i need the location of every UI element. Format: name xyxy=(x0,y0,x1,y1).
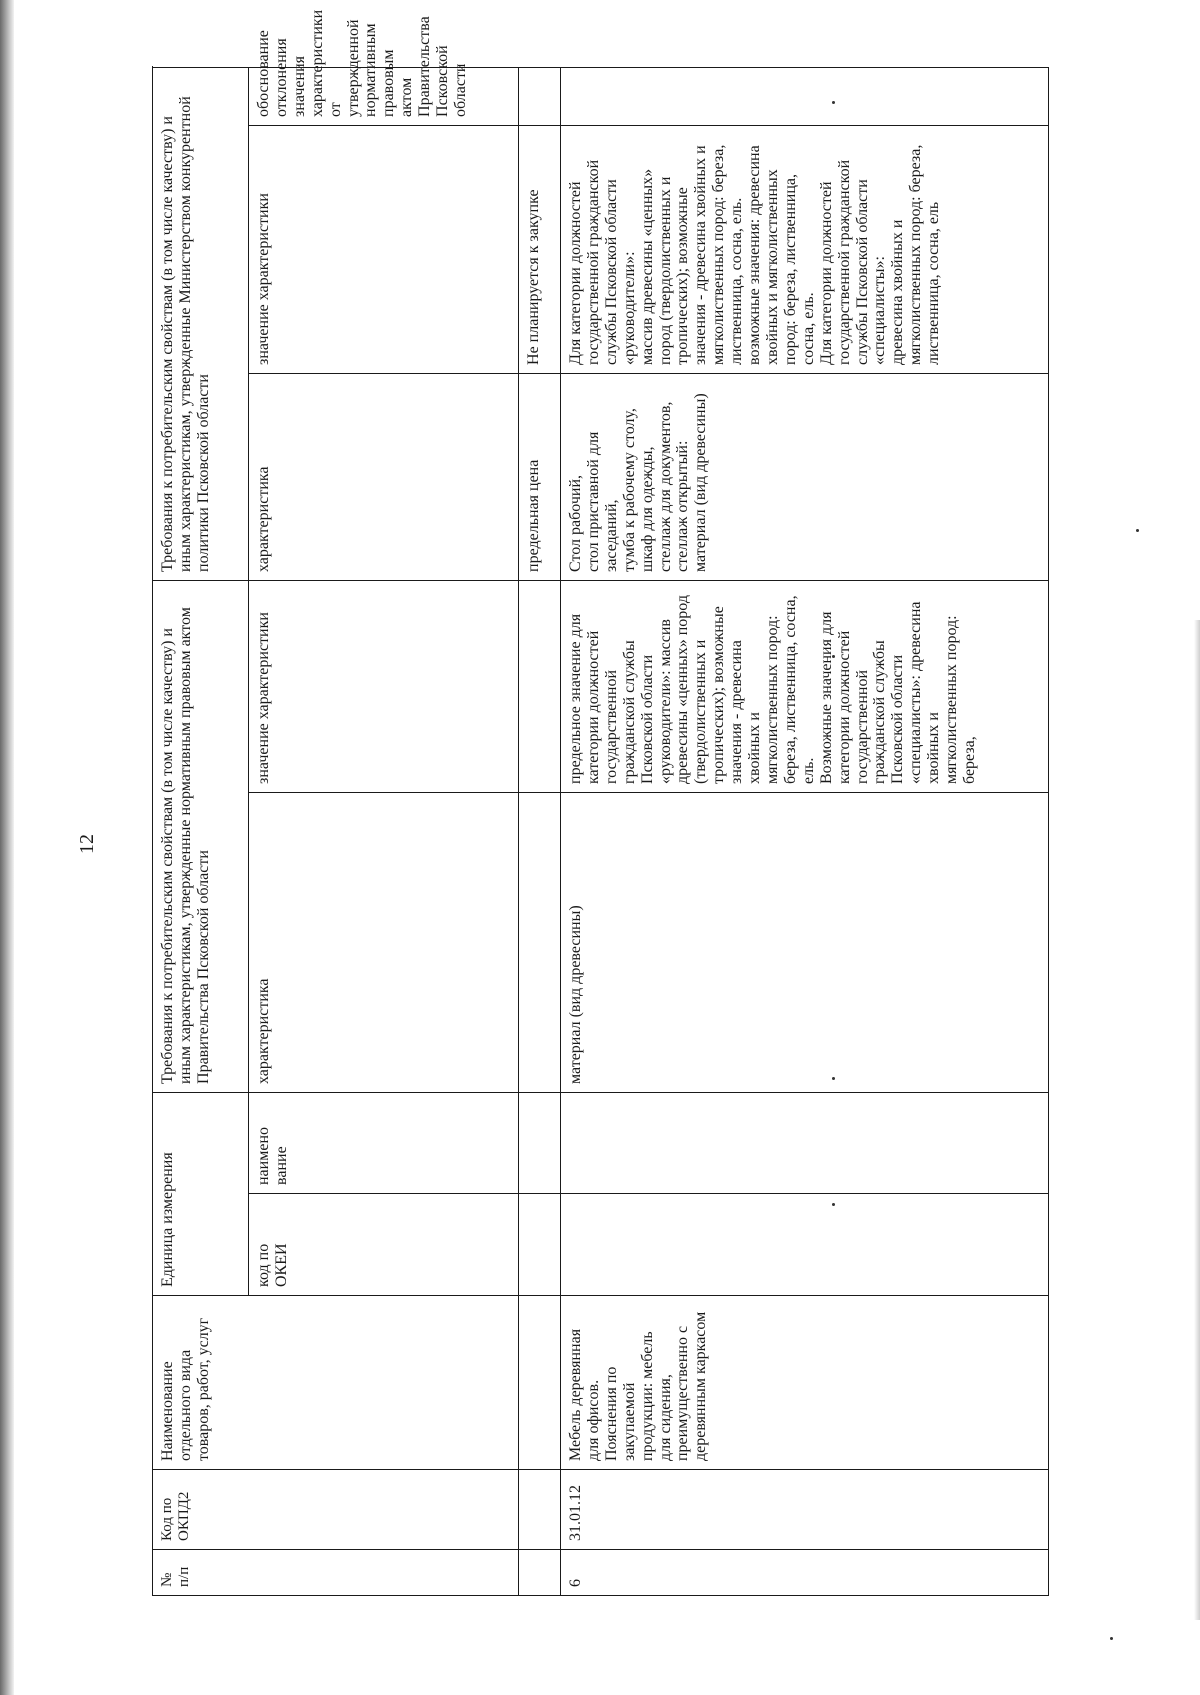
item-min-value: Для категории должностей государственной гражданской службы Псковской области «руководители»: массив древесины «ценных» пород (твердолиственных и тропических); возможные значения - древесина хвойных и мягколиственных пород: береза, лиственница, сосна, ель. возможные значения: древесина хвойных и мягколиственных пород: береза, лиственница, сосна, ель. Для категории должностей государственной гражданской службы Псковской области «специалисты»: древесина хвойных и мягколиственных пород: береза, лиственница, сосна, ель xyxy=(561,125,1049,373)
header-okpd2: Код по ОКПД2 xyxy=(153,1470,519,1550)
item-min-justification xyxy=(561,67,1049,125)
page-number: 12 xyxy=(76,834,98,854)
header-item-name: Наименование отдельного вида товаров, работ, услуг xyxy=(153,1296,519,1470)
header-min-characteristic: характеристика xyxy=(249,373,519,580)
price-row-cell xyxy=(519,1092,561,1193)
header-unit-okei: код по ОКЕИ xyxy=(249,1194,519,1296)
header-ministry-requirements: Требования к потребительским свойствам (в том числе качеству) и иным характеристикам, утвержденные Министерством конкурентной политики Псковской области xyxy=(153,67,249,580)
price-row-cell xyxy=(519,580,561,792)
price-row xyxy=(519,67,561,1595)
header-min-justification: обоснование отклонения значения характеристики от утвержденной нормативным правовым актом Правительства Псковской области xyxy=(249,67,519,125)
header-row-top xyxy=(153,67,249,1595)
price-row-cell xyxy=(519,1550,561,1596)
price-limit-characteristic: предельная цена xyxy=(519,373,561,580)
item-okpd2-code: 31.01.12 xyxy=(561,1470,1049,1550)
header-gov-value: значение характеристики xyxy=(249,580,519,792)
scan-speck xyxy=(1136,529,1139,532)
item-min-characteristic: Стол рабочий, стол приставной для заседаний, тумба к рабочему столу, шкаф для одежды, стеллаж для документов, стеллаж открытый: материал (вид древесины) xyxy=(561,373,1049,580)
price-limit-value: Не планируется к закупке xyxy=(519,125,561,373)
price-row-cell xyxy=(519,67,561,125)
item-unit-okei xyxy=(561,1194,1049,1296)
header-unit-group: Единица измерения xyxy=(153,1092,249,1295)
item-unit-name xyxy=(561,1092,1049,1193)
item-gov-characteristic: материал (вид древесины) xyxy=(561,792,1049,1092)
requirements-table xyxy=(152,9,1049,1596)
header-min-value: значение характеристики xyxy=(249,125,519,373)
rotated-table-wrapper xyxy=(152,9,1049,1596)
item-gov-value: предельное значение для категории должностей государственной гражданской службы Псковской области «руководители»: массив древесины «ценных» пород (твердолиственных и тропических); возможные значения - древесина хвойных и мягколиственных пород: береза, лиственница, сосна, ель. Возможные значения для категории должностей государственной гражданской службы Псковской области «специалисты»: древесина хвойных и мягколиственных пород: береза, xyxy=(561,580,1049,792)
header-gov-characteristic: характеристика xyxy=(249,792,519,1092)
price-row-cell xyxy=(519,1296,561,1470)
item-row xyxy=(561,67,1049,1595)
header-num: № п/п xyxy=(153,1550,519,1596)
item-number: 6 xyxy=(561,1550,1049,1596)
scan-edge-shadow xyxy=(0,0,14,1695)
header-gov-requirements: Требования к потребительским свойствам (в том числе качеству) и иным характеристикам, утвержденные нормативным правовым актом Правительства Псковской области xyxy=(153,580,249,1092)
header-unit-name: наимено вание xyxy=(249,1092,519,1193)
scan-edge-shadow-right xyxy=(1194,620,1200,1620)
price-row-cell xyxy=(519,1194,561,1296)
price-row-cell xyxy=(519,792,561,1092)
price-row-cell xyxy=(519,1470,561,1550)
item-name: Мебель деревянная для офисов. Пояснения по закупаемой продукции: мебель для сидения, преимущественно с деревянным каркасом xyxy=(561,1296,1049,1470)
scan-speck xyxy=(1110,1637,1113,1640)
